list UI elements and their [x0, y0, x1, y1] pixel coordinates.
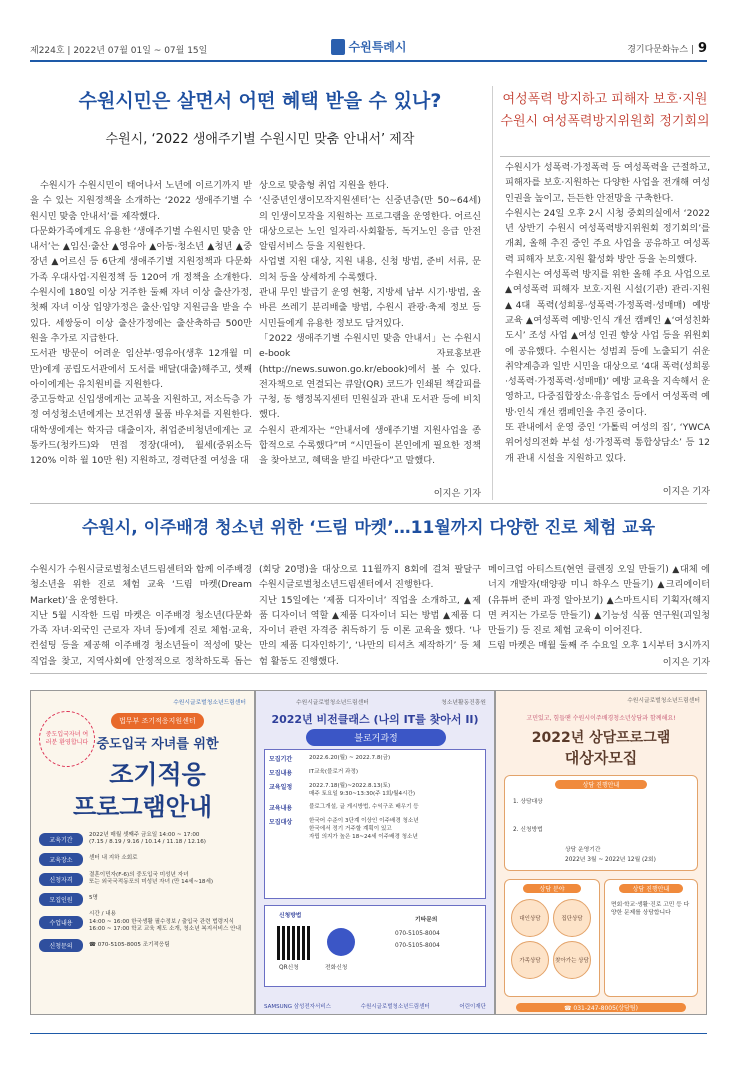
article1-title: 수원시민은 살면서 어떤 혜택 받을 수 있나? — [78, 90, 442, 112]
article3-byline: 이지은 기자 — [662, 657, 710, 668]
poster1-title1: 조기적응 — [109, 760, 206, 789]
article1-byline: 이지은 기자 — [433, 488, 481, 499]
poster2-row — [269, 803, 481, 812]
article3-column2: (회당 20명)을 대상으로 11월까지 8회에 걸쳐 팔달구 수원시글로벌청소년드림센터에서 진행한다. 지난 15일에는 ‘제품 디자이너’ 직업을 소개하고, ▲제품 디자이너 역할 ▲제품 디자이너 되는 방법 ▲제품 디자이너 관련 자격증 취득하기 등 이론 교육을 했다. ‘나만의 제품 디자인하기’, ‘나만의 티셔츠 제작하기’ 등 체험 활동도 진행했다. — [259, 564, 481, 667]
paper-info — [627, 41, 707, 56]
poster1-row — [39, 938, 246, 954]
footer-rule — [30, 1033, 707, 1034]
poster1-org: 수원시글로벌청소년드림센터 — [173, 700, 246, 706]
header-rule — [30, 60, 707, 62]
poster2-row-value: 2022.7.18(월)~2022.8.13(토) 매주 토요일 9:30~13:30(주 1회/월4시간) — [309, 783, 416, 797]
poster1-row-label: 신청자격 — [39, 873, 83, 886]
poster1-row — [39, 911, 246, 934]
poster3-title2: 대상자모집 — [564, 749, 638, 767]
poster3-right-title: 상담 진행안내 — [619, 884, 683, 893]
section-rule — [30, 503, 707, 504]
poster1-stamp: 중도입국자녀 여러분 환영합니다 — [39, 711, 95, 767]
article1-column2: 상으로 맞춤형 취업 지원을 한다. ‘신중년인생이모작지원센터’는 신중년층(만 50~64세)의 인생이모작을 지원하는 프로그램을 운영한다. 어르신 대상으로는 노인 일자리·사회활동, 독거노인 응급 안전 알림서비스 등을 지원한다. 사업별 지원 대상, 지원 내용, 신청 방법, 준비 서류, 문의처 등을 상세하게 수록했다. 관내 무인 발급기 운영 현황, 지방세 납부 시기·방법, 올바른 쓰레기 분리배출 방법, 수원시 관광·축제 정보 등 시민들에게 유용한 정보도 담겨있다. 「2022 생애주기별 수원시민 맞춤 안내서」는 수원시 e-book 자료홍보관(http://news.suwon.go.kr/ebook)에서 볼 수 있다. 전자책으로 연결되는 큐알(QR) 코드가 인쇄된 책갈피를 구청, 동 행정복지센터 민원실과 관내 도서관 등에 비치했다. 수원시 관계자는 “안내서에 생애주기별 지원사업을 종합적으로 수록했다”며 “시민들이 본인에게 필요한 정책을 찾아보고, 혜택을 받길 바란다”고 말했다. — [259, 180, 481, 467]
poster2-row-value: IT교육(블로거 과정) — [309, 769, 359, 775]
poster2-row-value: 2022.6.20(월) ~ 2022.7.8(금) — [309, 755, 391, 761]
poster3-step3: 상담 운영기간 — [565, 847, 601, 853]
poster1-row — [39, 871, 246, 887]
page-number: 9 — [697, 41, 707, 56]
poster2-row-label: 모집내용 — [269, 770, 293, 777]
section-rule-2 — [30, 673, 707, 674]
poster2-row-label: 모집기간 — [269, 756, 293, 763]
article2-title — [500, 89, 710, 133]
poster2-brand: 수원시글로벌청소년드림센터 — [296, 700, 369, 706]
poster1-row-label: 교육기간 — [39, 833, 83, 846]
poster3-tagline: 고민있고, 힘들땐 수원시이주배경청소년상담과 함께해요! — [526, 715, 676, 722]
poster2-row-label: 교육내용 — [269, 805, 293, 812]
poster2-row — [269, 782, 481, 798]
poster3-org: 수원시글로벌청소년드림센터 — [627, 698, 700, 704]
poster2-contact1: 070-5105-8004 — [395, 931, 440, 937]
article3-column3: 메이크업 아티스트(현연 클렌징 오일 만들기) ▲대체 에너지 개발자(태양광 미니 하우스 만들기) ▲크리에이터(유튜버 준비 과정 알아보기) ▲스마트시티 기획자(해지면 켜지는 가로등 만들기) ▲기능성 식품 연구원(괴일청 만들기) 등 진로 체험 교육이 이어진다. 드림 마켓은 매월 둘째 주 수요일 오후 1시부터 3시까지 — [488, 564, 710, 652]
poster1-row — [39, 831, 246, 847]
poster1-row-value: 5명 — [89, 895, 98, 902]
poster1-row-value: 센터 내 지하 소회로 — [89, 855, 138, 862]
article2-body: 수원시가 성폭력·가정폭력 등 여성폭력을 근절하고, 피해자를 보호·지원하는 다양한 사업을 전개해 여성 인권을 높이고, 든든한 안전망을 구축한다. 수원시는 24일 오후 2시 시청 중회의실에서 ‘2022년 상반기 수원시 여성폭력방지위원회 정기회의’를 개최, 올해 추진 중인 주요 사업을 공유하고 여성폭력 피해자 보호·지원 활성화 방안 등을 논의했다. 수원시는 여성폭력 방지를 위한 올해 주요 사업으로 ▲여성폭력 피해자 보호·지원 시설(기관) 관리·지원 ▲4대 폭력(성희롱·성폭력·가정폭력·성매매) 예방 교육 ▲여성폭력 예방·인식 개선 캠페인 ▲‘여성친화도시’ 조성 사업 ▲여성 인권 향상 사업 등을 위원회에 공유했다. 수원시는 성범죄 등에 노출되기 쉬운 취약계층과 일반 시민을 대상으로 ‘4대 폭력(성희롱·성폭력·가정폭력·성매매)’ 예방 교육을 지속해서 운영하고, 다중집합장소·유흥업소 등에서 여성폭력 예방·인식 개선 캠페인을 추진 중이다. 또 관내에서 운영 중인 ‘가톨릭 여성의 집’, ‘YWCA 위어성의전화 부설 성·가정폭력 통합상담소’ 등 12개 관내 시설을 지원하고 있다. — [505, 162, 710, 464]
poster-early-adaptation — [30, 690, 255, 1015]
poster2-qr-label: QR신청 — [279, 965, 299, 971]
poster1-badge: 법무부 조기적응지원센터 — [111, 713, 204, 729]
poster1-row-value: ☎ 070-5105-8005 조기적응팀 — [89, 941, 170, 948]
poster2-row — [269, 768, 481, 777]
poster3-left-title: 상담 분야 — [523, 884, 581, 893]
poster2-sponsors — [264, 1002, 486, 1010]
sponsor-dream-center: 수원시글로벌청소년드림센터 — [360, 1004, 430, 1010]
poster2-call-label: 전화신청 — [325, 965, 348, 971]
poster3-guide-box — [604, 879, 698, 997]
poster1-row-label: 모집인원 — [39, 893, 83, 906]
poster2-row-label: 모집대상 — [269, 819, 293, 826]
qr-code-icon — [277, 926, 311, 960]
suwon-logo-icon — [331, 39, 345, 55]
poster3-info-text: 2022년 3월 ~ 2022년 12월 (2회) — [565, 857, 656, 863]
counseling-type-badge: 가족상담 — [511, 941, 549, 979]
poster2-title: 2022년 비전클래스 (나의 IT를 찾아서 II) — [271, 713, 479, 726]
poster3-info-title: 상담 진행안내 — [555, 780, 647, 789]
poster1-row — [39, 891, 246, 907]
poster3-phone: ☎ 031-247-8005(상담팀) — [516, 1003, 686, 1012]
issue-info: 제224호 | 2022년 07월 01일 ~ 07월 15일 — [30, 46, 208, 56]
poster2-contact2: 070-5105-8004 — [395, 943, 440, 949]
poster2-info-box — [264, 749, 486, 899]
article2-title-line2: 수원시 여성폭력방지위원회 정기회의 — [500, 114, 710, 129]
poster1-row — [39, 851, 246, 867]
poster2-badge: 청소년활동진흥원 — [441, 700, 486, 706]
poster1-row-label: 교육장소 — [39, 853, 83, 866]
poster3-step1: 1. 상담대상 — [513, 799, 543, 805]
sponsor-foundation: 어린이재단 — [459, 1004, 486, 1010]
poster2-row-label: 교육일정 — [269, 784, 293, 791]
phone-icon — [327, 928, 355, 956]
article2-title-line1: 여성폭력 방지하고 피해자 보호·지원 — [502, 92, 708, 107]
poster2-row-value: 블로그개설, 글 게시방법, 수익구조 배우기 등 — [309, 804, 419, 810]
brand — [331, 38, 407, 55]
sponsor-samsung: SAMSUNG 삼성전자서비스 — [264, 1004, 331, 1010]
poster-vision-class — [255, 690, 495, 1015]
poster1-row-label: 수업내용 — [39, 916, 83, 929]
poster1-row-label: 신청문의 — [39, 939, 83, 952]
poster1-subtitle: 중도입국 자녀를 위한 — [96, 737, 219, 752]
poster3-type-list — [505, 897, 599, 981]
poster3-types-box — [504, 879, 600, 997]
poster1-title2: 프로그램안내 — [72, 793, 213, 821]
poster2-apply-box — [264, 905, 486, 987]
poster2-row — [269, 754, 481, 763]
poster3-title1: 2022년 상담프로그램 — [531, 730, 671, 746]
column-divider — [492, 86, 493, 500]
counseling-type-badge: 찾아가는 상담 — [553, 941, 591, 979]
article2-byline: 이지은 기자 — [662, 486, 710, 497]
poster2-row — [269, 817, 481, 841]
poster2-row-value: 한국어 수준이 3단계 이상인 이주배경 청소년 한국에서 정기 거주할 계획이 있고 자립 의지가 높은 18~24세 이주배경 청소년 — [309, 818, 419, 840]
poster2-contact-label: 기타문의 — [415, 917, 438, 923]
counseling-type-badge: 집단상담 — [553, 899, 591, 937]
counseling-type-badge: 대인상담 — [511, 899, 549, 937]
poster2-course: 블로거과정 — [306, 729, 446, 746]
paper-name: 경기다문화뉴스 | — [627, 45, 694, 55]
page-header — [30, 38, 707, 58]
poster3-info-box — [504, 775, 698, 871]
article3-column1: 수원시가 수원시글로벌청소년드림센터와 함께 이주배경 청소년을 위한 진로 체험 교육 ‘드림 마켓(Dream Market)’을 운영한다. 지난 5월 시작한 드림 마켓은 이주배경 청소년(다문화 가족 자녀·외국인 근로자 자녀 등)에게 진로 체험·교육, 컨설팅 등을 제공해 이주배경 청소년들이 적성에 맞는 직업을 찾고, 지역사회에 안정적으로 정착하도록 돕는 — [30, 564, 252, 667]
poster1-row-value: 결혼이민자(F-6)의 중도입국 미성년 자녀 또는 외국국적동포의 미성년 자녀 (만 14세~18세) — [89, 871, 214, 885]
poster3-step2: 2. 신청방법 — [513, 827, 543, 833]
brand-name: 수원특례시 — [348, 40, 407, 54]
poster2-apply-label: 신청방법 — [279, 913, 302, 919]
poster1-row-value: 시간 / 내용 14:00 ~ 16:00 한국생활 필수정보 / 출입국 관련 법령지식 16:00 ~ 17:00 학교 교육 제도 소개, 청소년 복지서비스 안내 — [89, 911, 241, 932]
poster-counseling — [495, 690, 707, 1015]
poster3-right-text: 면회·학교·생활·진로 고민 등 다양한 문제를 상담합니다 — [611, 902, 690, 916]
article2-title-rule — [500, 156, 710, 157]
poster1-info-table — [39, 831, 246, 958]
poster1-row-value: 2022년 매월 셋째주 금요일 14:00 ~ 17:00 (7.15 / 8.19 / 9.16 / 10.14 / 11.18 / 12.16) — [89, 831, 206, 845]
article1-subtitle: 수원시, ‘2022 생애주기별 수원시민 맞춤 안내서’ 제작 — [105, 132, 415, 147]
article3-title: 수원시, 이주배경 청소년 위한 ‘드림 마켓’…11월까지 다양한 진로 체험 교육 — [81, 518, 656, 538]
article1-column1: 수원시가 수원시민이 태어나서 노년에 이르기까지 받을 수 있는 지원정책을 소개하는 ‘2022 생애주기별 수원시민 맞춤 안내서’를 제작했다. 다문화가족에게도 유용한 ‘생애주기별 수원시민 맞춤 안내서’는 ▲임신·출산 ▲영유아 ▲아동·청소년 ▲청년 ▲중장년 ▲어르신 등 6단계 생애주기별 지원정책과 다문화가족 우대사업·지원정책 등 120여 개 정책을 소개한다. 수원시에 180일 이상 거주한 둘째 자녀 이상 출산가정, 첫째 자녀 이상 입양가정은 출산·입양 지원금을 받을 수 있다. 세쌍둥이 이상 출산가정에는 출산축하금 500만 원을 추가로 지급한다. 도서관 방문이 어려운 임산부·영유아(생후 12개월 미만)에게 공립도서관에서 도서를 배달(대출)해주고, 셋째 아이에게는 유치원비를 지원한다. 중고등학교 신입생에게는 교복을 지원하고, 저소득층 가정 여성청소년에게는 보건위생 물품 바우처를 지원한다. 대학생에게는 학자금 대출이자, 취업준비청년에게는 교통카드(청카드)와 면접 정장(대여), 월세(중위소득 120% 이하 월 10만 원) 지원하고, 경력단절 여성을 대 — [30, 180, 252, 467]
